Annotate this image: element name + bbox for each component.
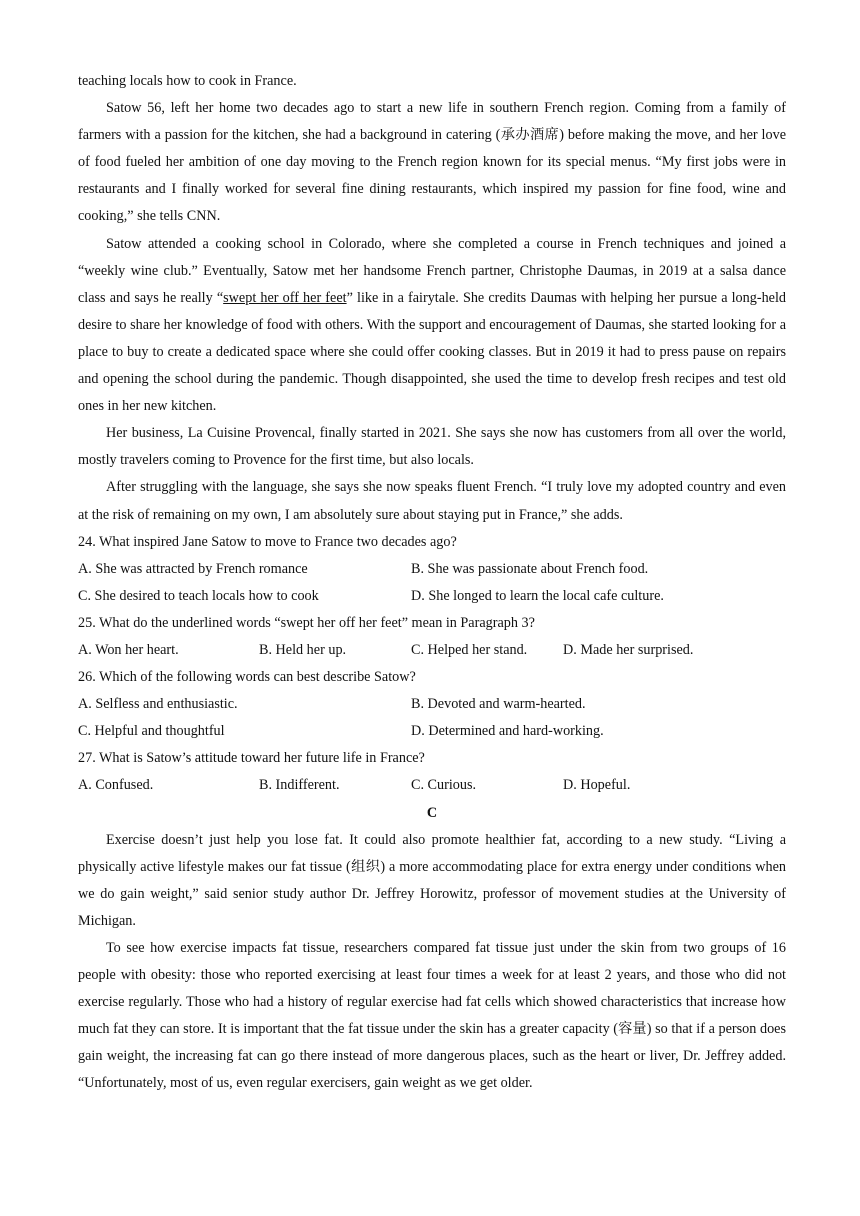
option-a: A. Confused.: [78, 777, 154, 794]
paragraph-text: Satow attended a cooking school in Colorado, where she completed a course in French techniques and joined a “weekly wine club.” Eventually, Satow met her handsome French partner, Christophe Daumas, in 2019 at a salsa dance class and says he really “: [78, 235, 786, 306]
option-c: C. Helpful and thoughtful: [78, 723, 225, 740]
option-a: A. She was attracted by French romance: [78, 560, 308, 577]
question-24-options-row2: [78, 583, 786, 610]
option-b: B. She was passionate about French food.: [411, 560, 649, 577]
question-26-options-row2: [78, 718, 786, 745]
option-b: B. Held her up.: [259, 641, 347, 658]
question-24-stem: 24. What inspired Jane Satow to move to France two decades ago?: [78, 533, 457, 550]
question-27-options: [78, 772, 786, 799]
paragraph-study-method: To see how exercise impacts fat tissue, researchers compared fat tissue just under the skin from two groups of 16 people with obesity: those who reported exercising at least four times a week for at least 2 years, and those who did not exercise regularly. Those who had a history of regular exercise had fat cells which showed characteristics that increase how much fat they can store. It is important that the fat tissue under the skin has a greater capacity (容量) so that if a person does gain weight, the increasing fat can go there instead of more dangerous places, such as the heart or liver, Dr. Jeffrey added. “Unfortunately, most of us, even regular exercisers, gain weight as we get older.: [78, 940, 786, 1092]
section-heading: C: [426, 804, 438, 821]
question-25-options: [78, 637, 786, 664]
question-25-stem: 25. What do the underlined words “swept her off her feet” mean in Paragraph 3?: [78, 614, 535, 631]
option-c: C. Helped her stand.: [411, 641, 528, 658]
option-c: C. She desired to teach locals how to cook: [78, 587, 319, 604]
question-26-options-row1: [78, 691, 786, 718]
paragraph-text: ” like in a fairytale. She credits Daumas with helping her pursue a long-held desire to share her knowledge of food with others. With the support and encouragement of Daumas, she started looking for a place to buy to create a dedicated space where she could offer cooking classes. But in 2019 it had to press pause on repairs and opening the school during the pandemic. Though disappointed, she used the time to develop fresh recipes and test old ones in her new kitchen.: [78, 289, 786, 415]
option-b: B. Devoted and warm-hearted.: [411, 696, 586, 713]
paragraph-exercise-fat: Exercise doesn’t just help you lose fat. It could also promote healthier fat, according to a new study. “Living a physically active lifestyle makes our fat tissue (组织) a more accommodating place for extra energy under conditions when we do gain weight,” said senior study author Dr. Jeffrey Horowitz, professor of movement studies at the University of Michigan.: [78, 831, 786, 929]
option-b: B. Indifferent.: [259, 777, 340, 794]
paragraph-fragment: teaching locals how to cook in France.: [78, 73, 297, 89]
option-d: D. Hopeful.: [563, 777, 631, 794]
option-d: D. She longed to learn the local cafe culture.: [411, 587, 664, 604]
paragraph-satow-background: Satow 56, left her home two decades ago to start a new life in southern French region. Coming from a family of farmers with a passion for the kitchen, she had a background in catering (承办酒席) before making the move, and her love of food fueled her ambition of one day moving to the French region known for its special menus. “My first jobs were in restaurants and I finally worked for several fine dining restaurants, which inspired my passion for fine food, wine and cooking,” she tells CNN.: [78, 100, 786, 225]
option-a: A. Won her heart.: [78, 641, 179, 658]
option-a: A. Selfless and enthusiastic.: [78, 696, 238, 713]
underlined-phrase: swept her off her feet: [223, 289, 347, 306]
option-d: D. Determined and hard-working.: [411, 723, 604, 740]
question-26-stem: 26. Which of the following words can best describe Satow?: [78, 669, 416, 686]
paragraph-language: After struggling with the language, she says she now speaks fluent French. “I truly love my adopted country and even at the risk of remaining on my own, I am absolutely sure about staying put in France,” she adds.: [78, 479, 786, 523]
document-page: [78, 68, 786, 1098]
question-24-options-row1: [78, 556, 786, 583]
paragraph-business: Her business, La Cuisine Provencal, finally started in 2021. She says she now has customers from all over the world, mostly travelers coming to Provence for the first time, but also locals.: [78, 425, 786, 469]
question-27-stem: 27. What is Satow’s attitude toward her future life in France?: [78, 750, 425, 767]
option-d: D. Made her surprised.: [563, 641, 694, 658]
option-c: C. Curious.: [411, 777, 477, 794]
paragraph-cooking-school: [78, 231, 786, 421]
